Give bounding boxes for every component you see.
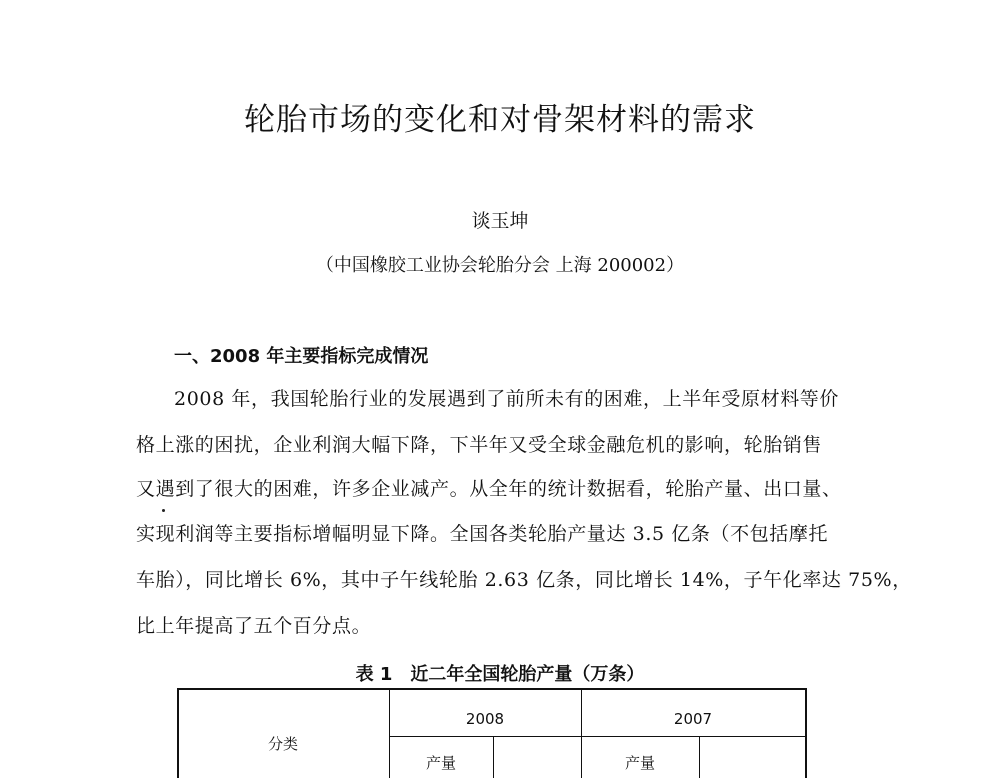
paragraph-line: 车胎），同比增长 6%，其中子午线轮胎 2.63 亿条，同比增长 14%，子午化率达 75%， [136, 569, 912, 591]
article-title: 轮胎市场的变化和对骨架材料的需求 [244, 102, 756, 138]
table-row-divider [389, 736, 807, 737]
article-author: 谈玉坤 [471, 210, 529, 232]
paragraph-line: 又遇到了很大的困难，许多企业减产。从全年的统计数据看，轮胎产量、出口量、 [136, 478, 842, 500]
table-border-top [177, 688, 807, 690]
section-heading: 一、2008 年主要指标完成情况 [174, 346, 429, 367]
table-col-divider [493, 737, 494, 778]
table-subheader-output-2008: 产量 [425, 754, 456, 772]
production-table [177, 688, 807, 778]
table-subheader-output-2007: 产量 [624, 754, 655, 772]
table-header-year-2008: 2008 [465, 710, 505, 728]
paragraph-line: 格上涨的困扰，企业利润大幅下降，下半年又受全球金融危机的影响，轮胎销售 [136, 434, 823, 456]
table-header-category: 分类 [267, 735, 298, 753]
paragraph-line: 实现利润等主要指标增幅明显下降。全国各类轮胎产量达 3.5 亿条（不包括摩托 [136, 523, 829, 545]
paragraph-line: 2008 年，我国轮胎行业的发展遇到了前所未有的困难，上半年受原材料等价 [174, 388, 839, 410]
scan-speck [162, 509, 165, 512]
table-header-year-2007: 2007 [673, 710, 713, 728]
article-affiliation: （中国橡胶工业协会轮胎分会 上海 200002） [315, 255, 685, 276]
table-caption: 表 1 近二年全国轮胎产量（万条） [355, 664, 645, 685]
table-border-right [805, 688, 807, 778]
table-col-divider [699, 737, 700, 778]
paragraph-line: 比上年提高了五个百分点。 [136, 615, 372, 637]
